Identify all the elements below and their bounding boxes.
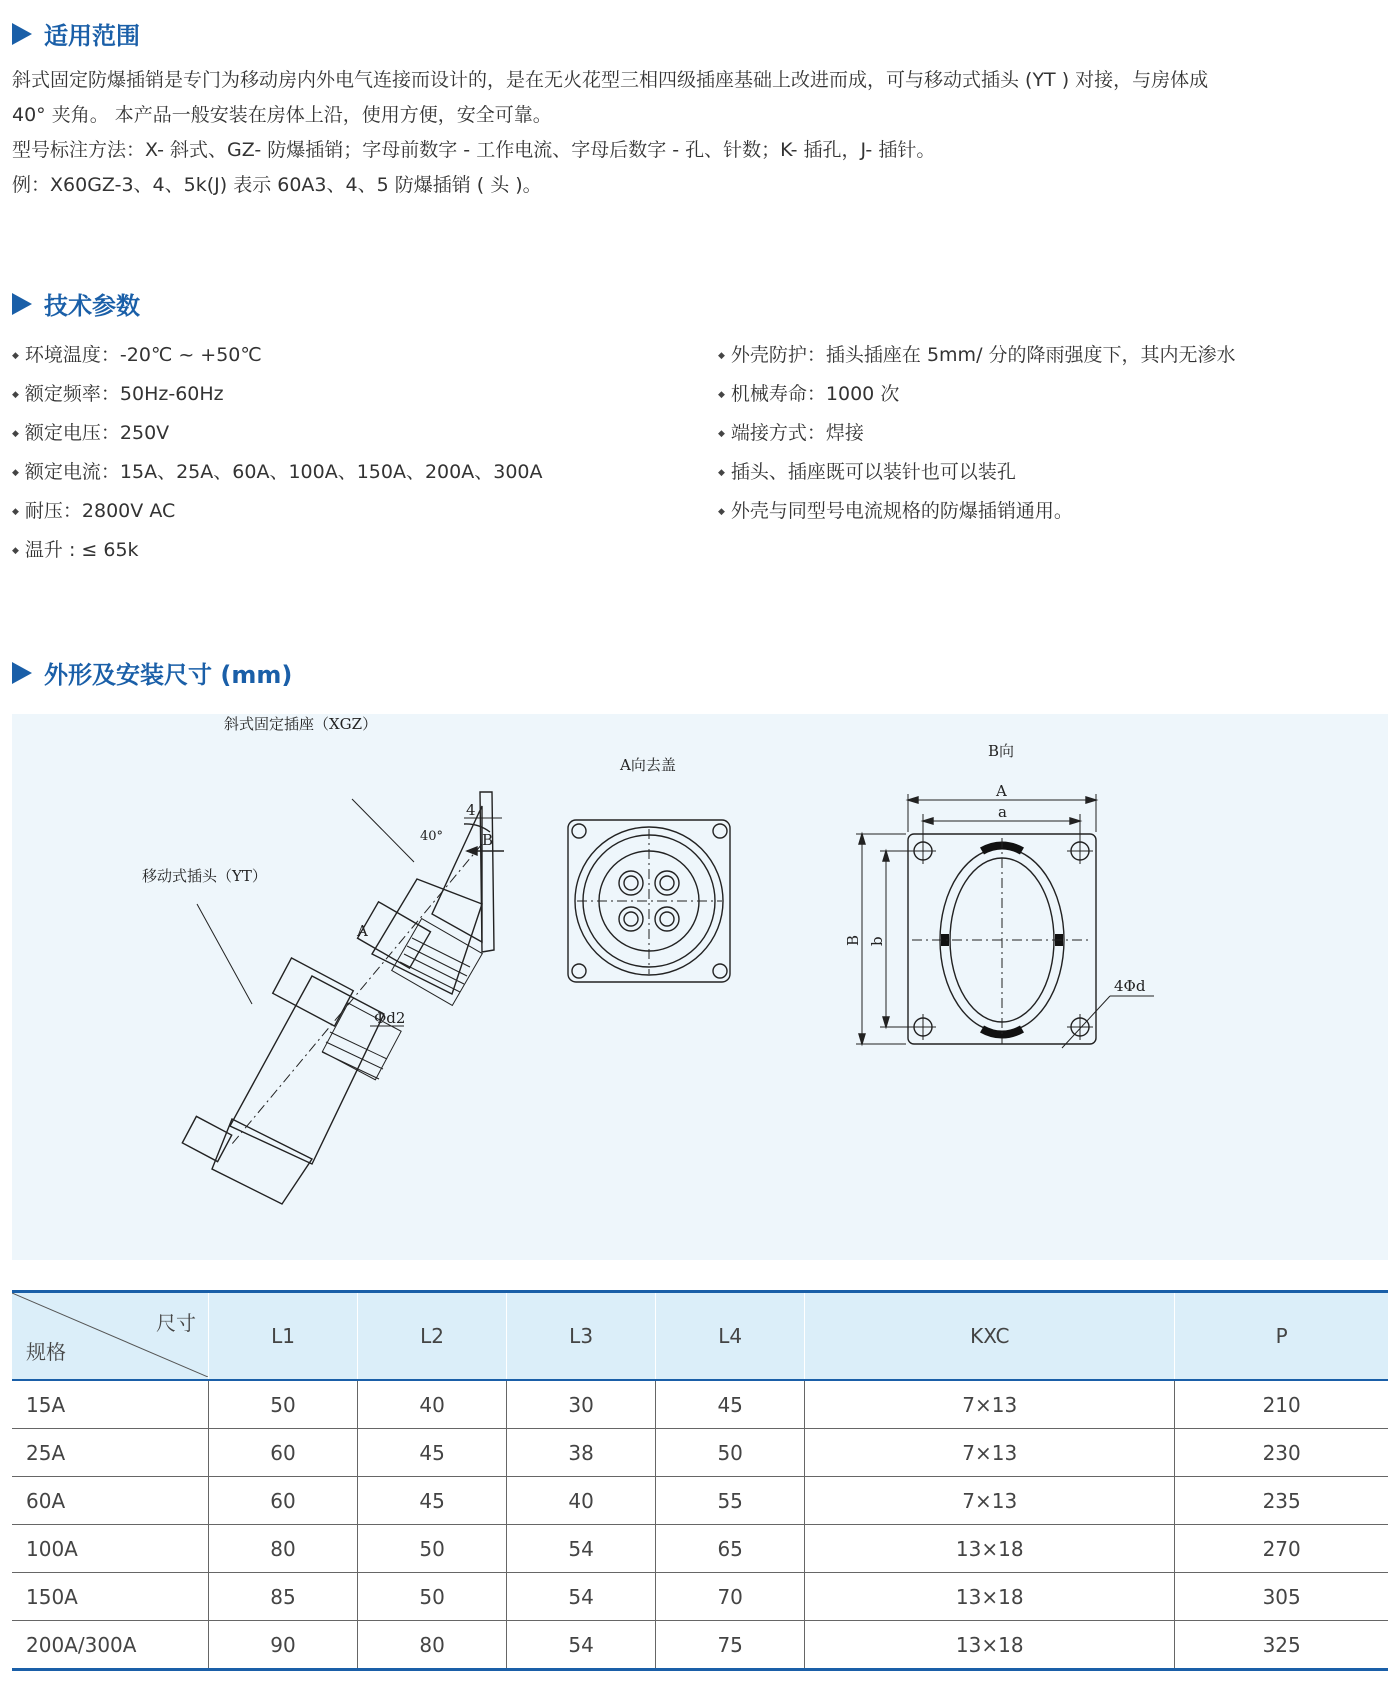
dim-4-text: 4 [466,801,476,819]
dim-40-text: 40° [420,829,444,844]
table-cell: 54 [507,1621,656,1670]
param-item: ◆ 外壳防护：插头插座在 5mm/ 分的降雨强度下，其内无渗水 [718,336,1236,375]
table-cell: 55 [656,1477,805,1525]
table-cell: 65 [656,1525,805,1573]
label-a-view: A向去盖 [620,756,676,774]
table-cell: 13×18 [805,1525,1175,1573]
table-cell: 325 [1175,1621,1388,1670]
table-row [12,1525,1388,1573]
param-item: ◆ 额定电压：250V [12,414,543,453]
param-item: ◆ 温升 : ≤ 65k [12,531,543,570]
scope-line-2: 40° 夹角。 本产品一般安装在房体上沿，使用方便，安全可靠。 [12,104,552,126]
table-cell: 30 [507,1380,656,1429]
table-cell: 15A [12,1380,209,1429]
table-cell: 7×13 [805,1429,1175,1477]
table-cell: 54 [507,1573,656,1621]
label-plug: 移动式插头（YT） [142,867,267,885]
scope-line-4: 例：X60GZ-3、4、5k(J) 表示 60A3、4、5 防爆插销 ( 头 )。 [12,174,542,196]
table-cell: 13×18 [805,1621,1175,1670]
socket-hatching [392,919,483,1006]
section-title-scope [12,16,140,51]
param-item: ◆ 插头、插座既可以装针也可以装孔 [718,453,1236,492]
table-cell: 54 [507,1525,656,1573]
table-cell: 85 [209,1573,358,1621]
socket-flange [358,902,431,968]
dim-a-text: a [998,803,1007,821]
table-cell: 50 [358,1525,507,1573]
table-cell: 25A [12,1429,209,1477]
column-header: L2 [358,1292,507,1381]
table-cell: 45 [358,1477,507,1525]
table-cell: 150A [12,1573,209,1621]
column-header: L1 [209,1292,358,1381]
param-item: ◆ 端接方式：焊接 [718,414,1236,453]
scope-line-3: 型号标注方法：X- 斜式、GZ- 防爆插销；字母前数字 - 工作电流、字母后数字 - 孔、针数；K- 插孔，J- 插针。 [12,139,936,161]
column-header: P [1175,1292,1388,1381]
table-cell: 80 [358,1621,507,1670]
table-cell: 80 [209,1525,358,1573]
dim-b-text: b [868,936,886,946]
dim-4d-text: 4Φd [1114,977,1146,995]
table-cell: 60A [12,1477,209,1525]
table-cell: 38 [507,1429,656,1477]
table-cell: 70 [656,1573,805,1621]
table-cell: 13×18 [805,1573,1175,1621]
dim-b-arrow-text: B [482,831,494,849]
section-title-dims-text: 外形及安装尺寸 (mm) [44,661,293,689]
dim-B-text: B [844,934,862,946]
column-header: L4 [656,1292,805,1381]
table-cell: 235 [1175,1477,1388,1525]
spec-table [12,1290,1388,1671]
table-cell: 60 [209,1477,358,1525]
side-view [182,792,504,1204]
table-cell: 50 [358,1573,507,1621]
corner-top-label: 尺寸 [156,1311,196,1335]
table-cell: 50 [656,1429,805,1477]
param-item: ◆ 外壳与同型号电流规格的防爆插销通用。 [718,492,1236,531]
table-row [12,1573,1388,1621]
table-cell: 7×13 [805,1380,1175,1429]
param-item: ◆ 额定电流：15A、25A、60A、100A、150A、200A、300A [12,453,543,492]
table-row [12,1477,1388,1525]
column-header: KXC [805,1292,1175,1381]
dim-a-arrow-text: A [357,922,368,940]
dim-d2-text: Φd2 [374,1009,406,1027]
table-cell: 7×13 [805,1477,1175,1525]
table-header-row [12,1292,1388,1381]
scope-paragraph [12,63,1392,203]
b-view [856,794,1154,1048]
triangle-bullet-icon [12,293,32,315]
table-corner-cell [12,1292,209,1381]
table-cell: 305 [1175,1573,1388,1621]
table-cell: 60 [209,1429,358,1477]
label-socket: 斜式固定插座（XGZ） [224,715,378,733]
table-cell: 40 [358,1380,507,1429]
table-cell: 100A [12,1525,209,1573]
socket-bracket [432,806,482,942]
dimension-drawing [12,714,1388,1260]
triangle-bullet-icon [12,23,32,45]
column-header: L3 [507,1292,656,1381]
table-cell: 45 [358,1429,507,1477]
table-cell: 210 [1175,1380,1388,1429]
table-row [12,1429,1388,1477]
table-row [12,1621,1388,1670]
table-cell: 270 [1175,1525,1388,1573]
corner-bottom-label: 规格 [26,1340,66,1364]
param-item: ◆ 机械寿命：1000 次 [718,375,1236,414]
drawing-canvas [12,714,1388,1260]
param-item: ◆ 额定频率：50Hz-60Hz [12,375,543,414]
section-title-scope-text: 适用范围 [44,22,140,50]
table-row [12,1380,1388,1429]
table-cell: 230 [1175,1429,1388,1477]
table-cell: 45 [656,1380,805,1429]
table-cell: 50 [209,1380,358,1429]
section-title-dims [12,655,292,690]
section-title-params-text: 技术参数 [44,292,140,320]
table-cell: 200A/300A [12,1621,209,1670]
table-cell: 75 [656,1621,805,1670]
params-left-list [12,336,543,570]
plug-tail [212,1119,312,1204]
param-item: ◆ 环境温度：-20℃ ~ +50℃ [12,336,543,375]
a-view [568,820,730,982]
param-item: ◆ 耐压：2800V AC [12,492,543,531]
table-cell: 90 [209,1621,358,1670]
table-cell: 40 [507,1477,656,1525]
params-right-list [718,336,1236,531]
scope-line-1: 斜式固定防爆插销是专门为移动房内外电气连接而设计的，是在无火花型三相四级插座基础上改进而成，可与移动式插头 (YT ) 对接，与房体成 [12,69,1209,91]
section-title-params [12,286,140,321]
triangle-bullet-icon [12,662,32,684]
label-b-view: B向 [988,742,1015,760]
dim-A-text: A [996,782,1007,800]
